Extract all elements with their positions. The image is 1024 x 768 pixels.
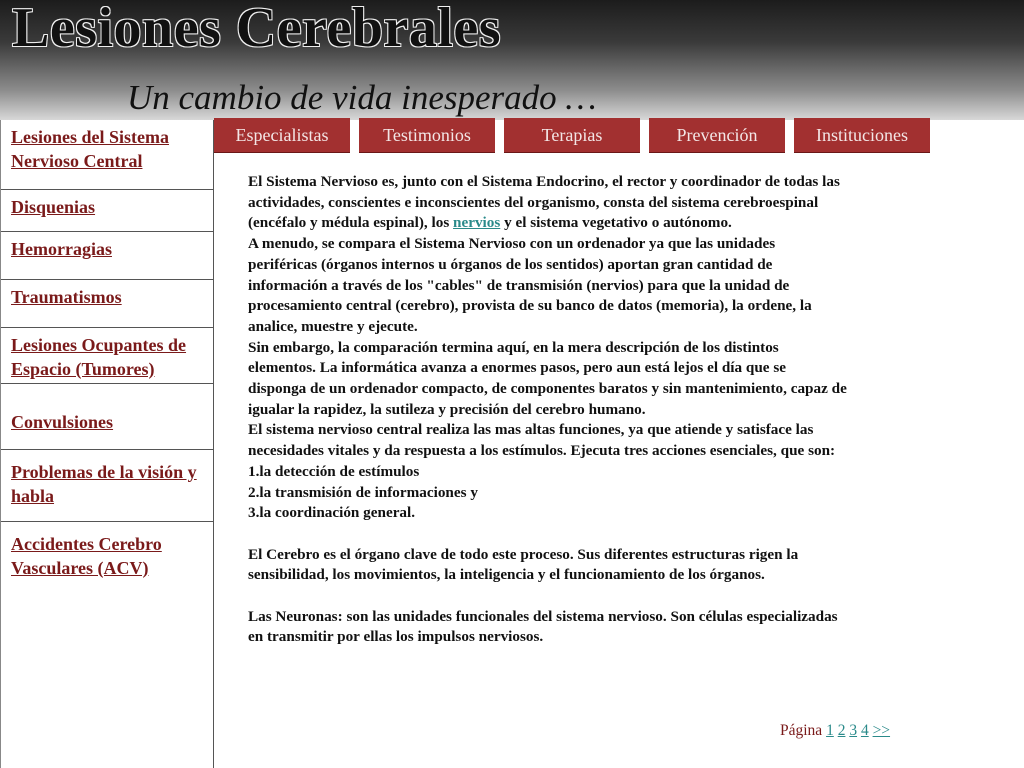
sidebar-item-traumatismos[interactable] (1, 280, 213, 328)
paragraph: El Cerebro es el órgano clave de todo este proceso. Sus diferentes estructuras rigen la sensibilidad, los movimientos, la inteligencia y el funcionamiento de los órganos. (248, 545, 799, 584)
page-link-4[interactable]: 4 (860, 722, 869, 739)
article-body (248, 172, 848, 648)
sidebar-item-vision-habla[interactable] (1, 450, 213, 522)
list-item: 3.la coordinación general. (248, 504, 416, 522)
sidebar-link[interactable]: Lesiones del Sistema Nervioso Central (11, 127, 170, 171)
paragraph: El sistema nervioso central realiza las mas altas funciones, ya que atiende y satisface las necesidades vitales y da respuesta a los estímulos. Ejecuta tres acciones esenciales, que son: (248, 421, 836, 460)
sidebar-item-tumores[interactable] (1, 328, 213, 384)
paragraph: Las Neuronas: son las unidades funcionales del sistema nervioso. Son células especializadas en transmitir por ellas los impulsos nerviosos. (248, 607, 838, 646)
paragraph-text: y el sistema vegetativo o autónomo. (500, 214, 732, 232)
pagination (780, 722, 890, 740)
spacer (248, 524, 848, 545)
sidebar-item-convulsiones[interactable] (1, 384, 213, 450)
paragraph-text: El Sistema Nervioso es, junto con el Sistema Endocrino, el rector y coordinador de todas las actividades, conscientes e inconscientes del organismo, consta del sistema cerebroespinal (encéfalo y médula espinal), los (248, 173, 840, 232)
page-link-2[interactable]: 2 (837, 722, 846, 739)
sidebar-link[interactable]: Convulsiones (11, 412, 114, 432)
sidebar-link[interactable]: Problemas de la visión y habla (11, 462, 197, 506)
list-item: 2.la transmisión de informaciones y (248, 483, 478, 501)
sidebar-item-hemorragias[interactable] (1, 232, 213, 280)
tab-especialistas[interactable]: Especialistas (214, 118, 350, 153)
header-banner (0, 0, 1024, 120)
sidebar-link[interactable]: Disquenias (11, 197, 96, 217)
paragraph (248, 172, 848, 234)
sidebar-link[interactable]: Accidentes Cerebro Vasculares (ACV) (11, 534, 162, 578)
sidebar-link[interactable]: Traumatismos (11, 287, 122, 307)
pagination-label: Página (780, 722, 823, 739)
tab-terapias[interactable]: Terapias (504, 118, 640, 153)
spacer (248, 586, 848, 607)
sidebar-item-sistema-nervioso-central[interactable] (1, 120, 213, 190)
page-link-3[interactable]: 3 (849, 722, 858, 739)
site-subtitle: Un cambio de vida inesperado … (127, 78, 597, 117)
sidebar-link[interactable]: Hemorragias (11, 239, 112, 259)
list-item: 1.la detección de estímulos (248, 462, 420, 480)
sidebar-nav (0, 120, 214, 768)
sidebar-link[interactable]: Lesiones Ocupantes de Espacio (Tumores) (11, 335, 187, 379)
sidebar-item-acv[interactable] (1, 522, 213, 768)
tab-instituciones[interactable]: Instituciones (794, 118, 930, 153)
next-page-link[interactable]: >> (872, 722, 891, 739)
paragraph: Sin embargo, la comparación termina aquí, en la mera descripción de los distintos elementos. La informática avanza a enormes pasos, pero aun está lejos el día que se disponga de un ordenador compacto, de componentes baratos y sin mantenimiento, capaz de igualar la rapidez, la sutileza y precisión del cerebro humano. (248, 338, 847, 418)
paragraph: A menudo, se compara el Sistema Nervioso con un ordenador ya que las unidades periféricas (órganos internos u órganos de los sentidos) aportan gran cantidad de información a través de los "cables" de transmisión (nervios) para que la unidad de procesamiento central (cerebro), provista de su banco de datos (memoria), la ordene, la analice, muestre y ejecute. (248, 235, 812, 335)
tab-testimonios[interactable]: Testimonios (359, 118, 495, 153)
site-title: Lesiones Cerebrales (12, 0, 502, 59)
nervios-link[interactable]: nervios (453, 214, 501, 232)
sidebar-item-disquenias[interactable] (1, 190, 213, 232)
page-link-1[interactable]: 1 (826, 722, 834, 739)
tab-prevencion[interactable]: Prevención (649, 118, 785, 153)
